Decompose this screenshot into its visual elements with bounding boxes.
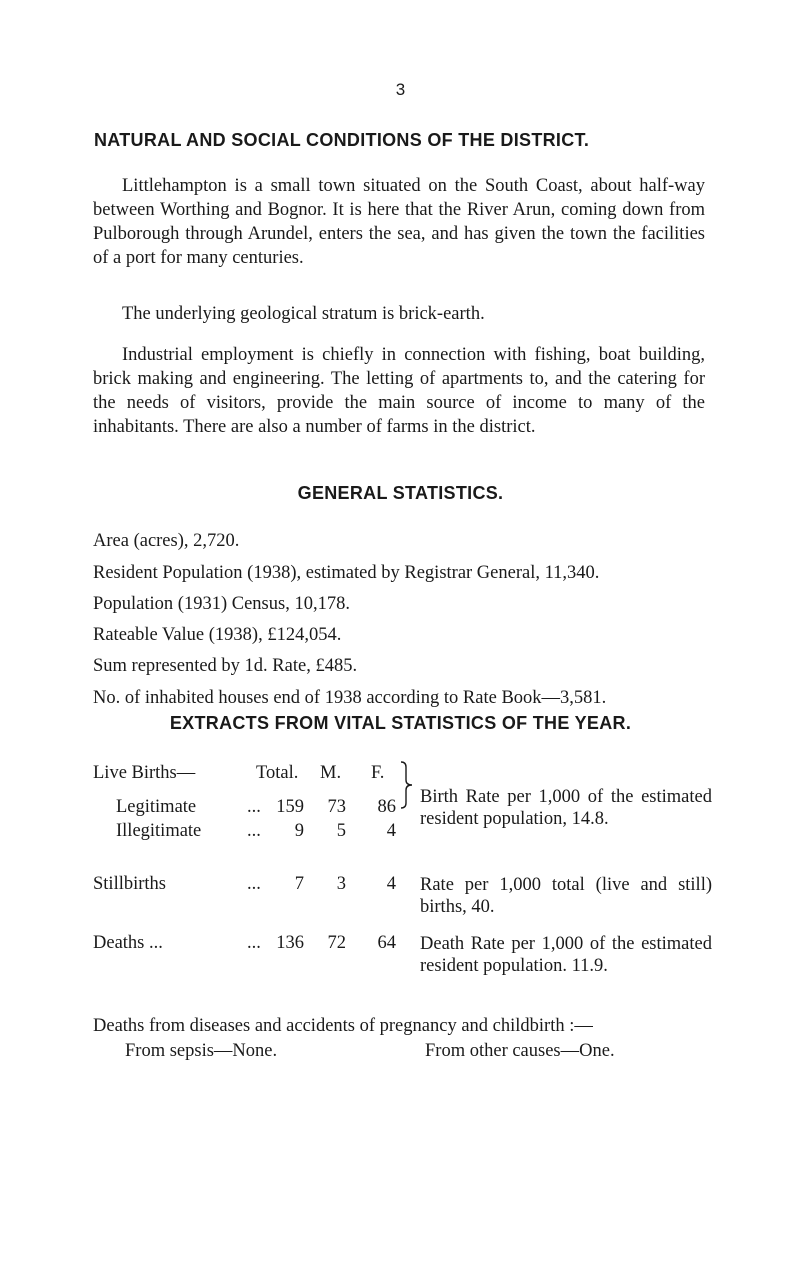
paragraph-town-description: [93, 174, 705, 270]
row-label-deaths: Deaths ...: [93, 933, 163, 953]
section-title-vital-statistics: EXTRACTS FROM VITAL STATISTICS OF THE YEAR.: [169, 713, 632, 733]
section-title-general-statistics: GENERAL STATISTICS.: [297, 483, 504, 503]
paragraph-text: The underlying geological stratum is brick-earth.: [122, 304, 485, 324]
row-dots: ...: [247, 821, 261, 841]
illegitimate-male: 5: [336, 821, 346, 841]
paragraph-geology: [93, 302, 705, 326]
stillbirths-male: 3: [336, 874, 346, 894]
right-brace-icon: [400, 761, 414, 809]
birth-rate-note: Birth Rate per 1,000 of the estimated resident population, 14.8.: [420, 787, 712, 829]
pregnancy-deaths-heading: Deaths from diseases and accidents of pregnancy and childbirth :—: [93, 1016, 593, 1036]
legitimate-male: 73: [327, 797, 346, 817]
row-dots: ...: [247, 933, 261, 953]
page-number: 3: [395, 80, 406, 99]
paragraph-text: Littlehampton is a small town situated on the South Coast, about half-way between Worthing and Bognor. It is here that the River Arun, coming down from Pulborough through Arundel, enters the sea, and has given the town the facilities of a port for many centuries.: [93, 176, 705, 268]
stat-inhabited-houses: No. of inhabited houses end of 1938 according to Rate Book—3,581.: [93, 688, 607, 708]
paragraph-text: Industrial employment is chiefly in connection with fishing, boat building, brick making and engineering. The letting of apartments to, and the catering for the needs of visitors, provide the main source of income to many of the inhabitants. There are also a number of farms in the district.: [93, 345, 705, 437]
stat-penny-rate: Sum represented by 1d. Rate, £485.: [93, 656, 358, 676]
live-births-label: Live Births—: [93, 763, 196, 783]
deaths-male: 72: [327, 933, 346, 953]
stillbirths-female: 4: [386, 874, 396, 894]
column-header-male: M.: [320, 763, 342, 783]
illegitimate-female: 4: [386, 821, 396, 841]
deaths-female: 64: [377, 933, 396, 953]
stillbirth-rate-note: Rate per 1,000 total (live and still) births, 40.: [420, 875, 712, 917]
row-label-stillbirths: Stillbirths: [93, 874, 166, 894]
row-dots: ...: [247, 874, 261, 894]
death-rate-note: Death Rate per 1,000 of the estimated resident population. 11.9.: [420, 934, 712, 976]
row-label-illegitimate: Illegitimate: [116, 821, 202, 841]
stat-census-population: Population (1931) Census, 10,178.: [93, 594, 350, 614]
other-causes-deaths: From other causes—One.: [425, 1041, 615, 1061]
legitimate-total: 159: [276, 797, 304, 817]
row-label-legitimate: Legitimate: [116, 797, 197, 817]
illegitimate-total: 9: [294, 821, 304, 841]
column-header-female: F.: [371, 763, 385, 783]
section-title-natural-conditions: NATURAL AND SOCIAL CONDITIONS OF THE DISTRICT.: [94, 130, 590, 150]
sepsis-deaths: From sepsis—None.: [125, 1041, 278, 1061]
stillbirths-total: 7: [294, 874, 304, 894]
paragraph-employment: [93, 343, 705, 439]
stat-area: Area (acres), 2,720.: [93, 531, 240, 551]
stat-rateable-value: Rateable Value (1938), £124,054.: [93, 625, 342, 645]
column-header-total: Total.: [256, 763, 299, 783]
deaths-total: 136: [276, 933, 304, 953]
legitimate-female: 86: [377, 797, 396, 817]
row-dots: ...: [247, 797, 261, 817]
stat-resident-population: Resident Population (1938), estimated by Registrar General, 11,340.: [93, 563, 600, 583]
